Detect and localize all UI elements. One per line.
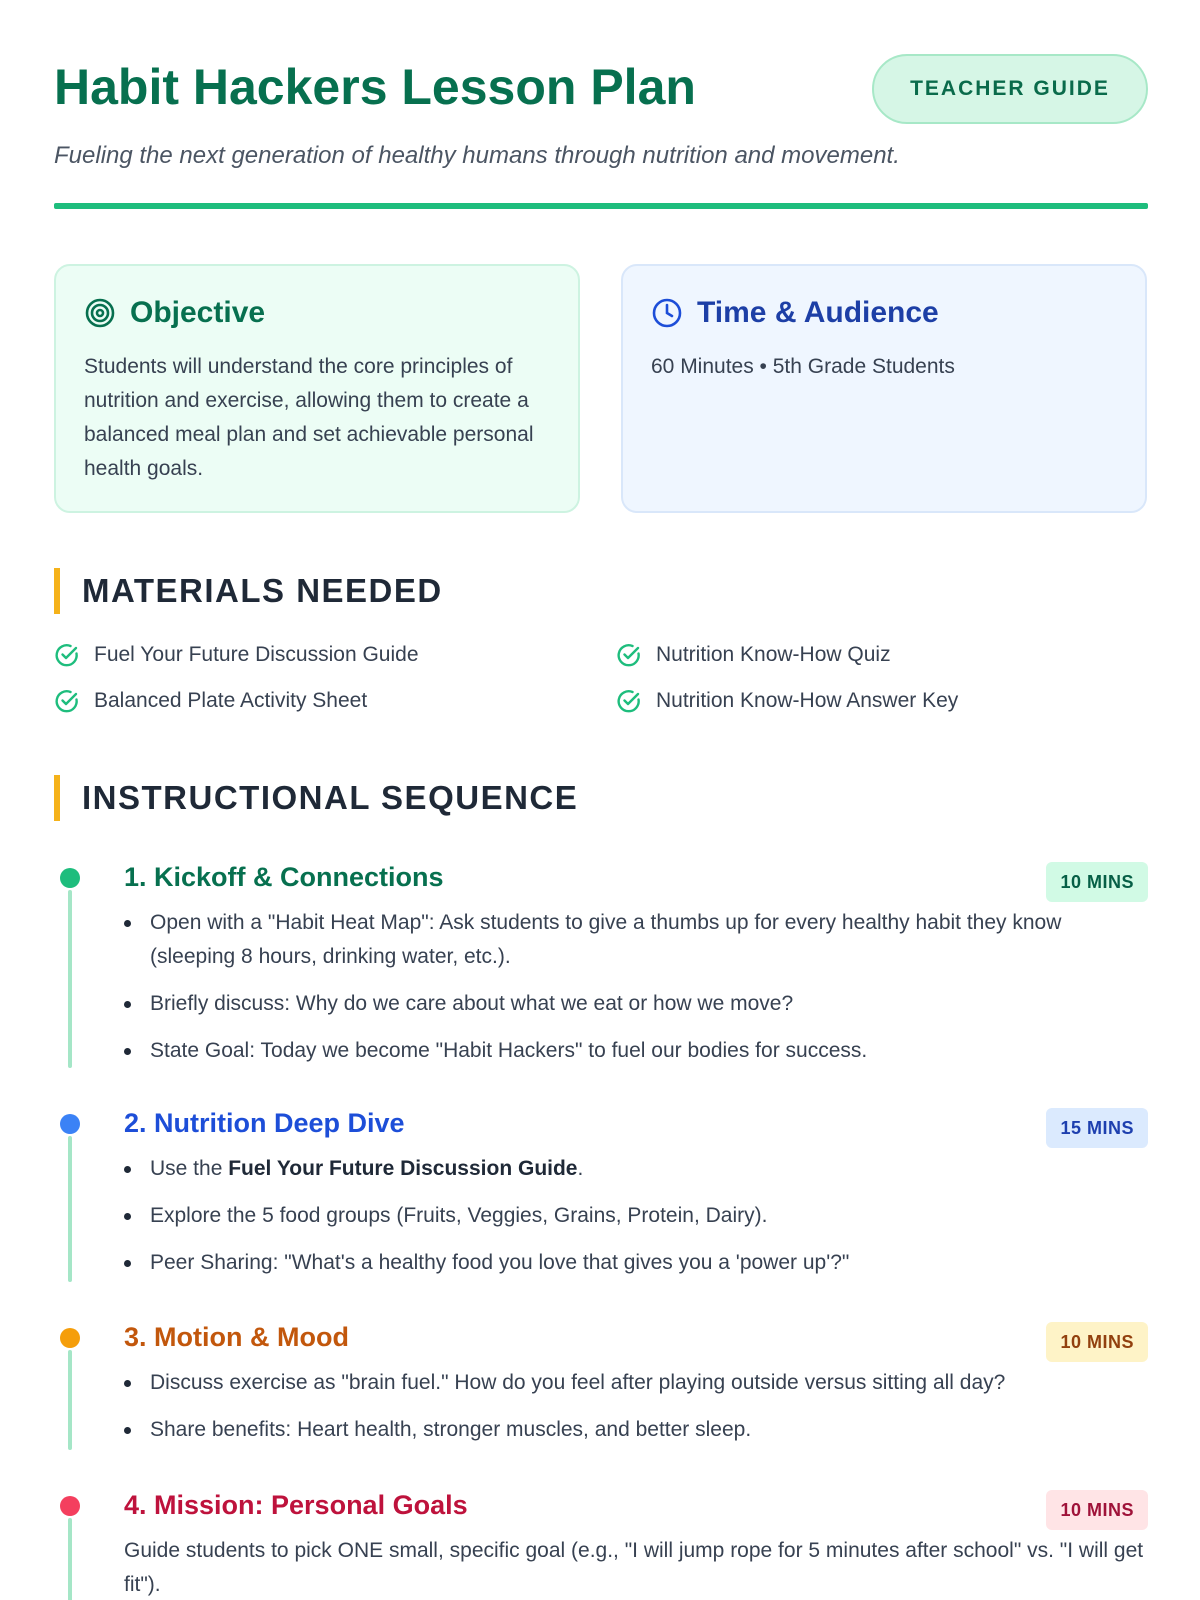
list-item	[150, 1152, 1148, 1186]
list-item: Share benefits: Heart health, stronger muscles, and better sleep.	[150, 1413, 1148, 1447]
objective-card-header	[84, 296, 550, 330]
material-label: Fuel Your Future Discussion Guide	[94, 643, 419, 666]
step-bullets	[150, 1152, 1148, 1293]
header-divider	[54, 203, 1148, 209]
step-title: 2. Nutrition Deep Dive	[124, 1108, 405, 1138]
step-title: 4. Mission: Personal Goals	[124, 1490, 468, 1520]
list-item: Discuss exercise as "brain fuel." How do you feel after playing outside versus sitting all day?	[150, 1366, 1148, 1400]
step-bullets	[150, 906, 1148, 1081]
material-item	[616, 642, 891, 668]
target-icon	[84, 297, 116, 329]
objective-text: Students will understand the core principles of nutrition and exercise, allowing them to create a balanced meal plan and set achievable personal health goals.	[84, 355, 534, 480]
bullet-text: Use the	[150, 1157, 229, 1180]
duration-badge: 10 MINS	[1046, 862, 1148, 902]
teacher-guide-badge: TEACHER GUIDE	[872, 54, 1148, 124]
list-item: Explore the 5 food groups (Fruits, Veggies, Grains, Protein, Dairy).	[150, 1199, 1148, 1233]
bullet-text: .	[577, 1157, 584, 1180]
objective-card	[54, 264, 580, 513]
timeline-dot	[60, 1496, 80, 1516]
list-item: Peer Sharing: "What's a healthy food you love that gives you a 'power up'?"	[150, 1246, 1148, 1280]
material-item	[54, 688, 367, 714]
material-label: Nutrition Know-How Answer Key	[656, 689, 959, 712]
list-item: Open with a "Habit Heat Map": Ask students to give a thumbs up for every healthy habit they know (sleeping 8 hours, drinking water, etc.).	[150, 906, 1148, 974]
check-circle-icon	[616, 688, 642, 714]
step-title: 1. Kickoff & Connections	[124, 862, 444, 892]
duration-badge: 10 MINS	[1046, 1322, 1148, 1362]
time-audience-card-header	[651, 296, 1117, 330]
material-label: Balanced Plate Activity Sheet	[94, 689, 368, 712]
timeline-line	[68, 890, 72, 1068]
sequence-heading: INSTRUCTIONAL SEQUENCE	[54, 775, 578, 821]
timeline-line	[68, 1518, 72, 1600]
step-description: Guide students to pick ONE small, specific goal (e.g., "I will jump rope for 5 minutes after school" vs. "I will get fit").	[124, 1539, 1144, 1596]
materials-heading: MATERIALS NEEDED	[54, 568, 443, 614]
check-circle-icon	[54, 688, 80, 714]
clock-icon	[651, 297, 683, 329]
list-item: Briefly discuss: Why do we care about what we eat or how we move?	[150, 987, 1148, 1021]
time-audience-title: Time & Audience	[697, 296, 939, 329]
material-item	[616, 688, 958, 714]
timeline-line	[68, 1350, 72, 1450]
timeline-dot	[60, 1328, 80, 1348]
timeline-dot	[60, 1114, 80, 1134]
check-circle-icon	[616, 642, 642, 668]
material-label: Nutrition Know-How Quiz	[656, 643, 891, 666]
objective-title: Objective	[130, 296, 266, 329]
page-subtitle: Fueling the next generation of healthy humans through nutrition and movement.	[54, 142, 900, 169]
step-title: 3. Motion & Mood	[124, 1322, 349, 1352]
time-audience-text: 60 Minutes • 5th Grade Students	[651, 355, 955, 378]
duration-badge: 15 MINS	[1046, 1108, 1148, 1148]
timeline-dot	[60, 868, 80, 888]
check-circle-icon	[54, 642, 80, 668]
step-bullets	[150, 1366, 1148, 1460]
timeline-line	[68, 1136, 72, 1282]
duration-badge: 10 MINS	[1046, 1490, 1148, 1530]
discussion-guide-name: Fuel Your Future Discussion Guide	[228, 1157, 578, 1180]
page-title: Habit Hackers Lesson Plan	[54, 59, 696, 115]
material-item	[54, 642, 419, 668]
list-item: State Goal: Today we become "Habit Hackers" to fuel our bodies for success.	[150, 1034, 1148, 1068]
time-audience-card	[621, 264, 1147, 513]
